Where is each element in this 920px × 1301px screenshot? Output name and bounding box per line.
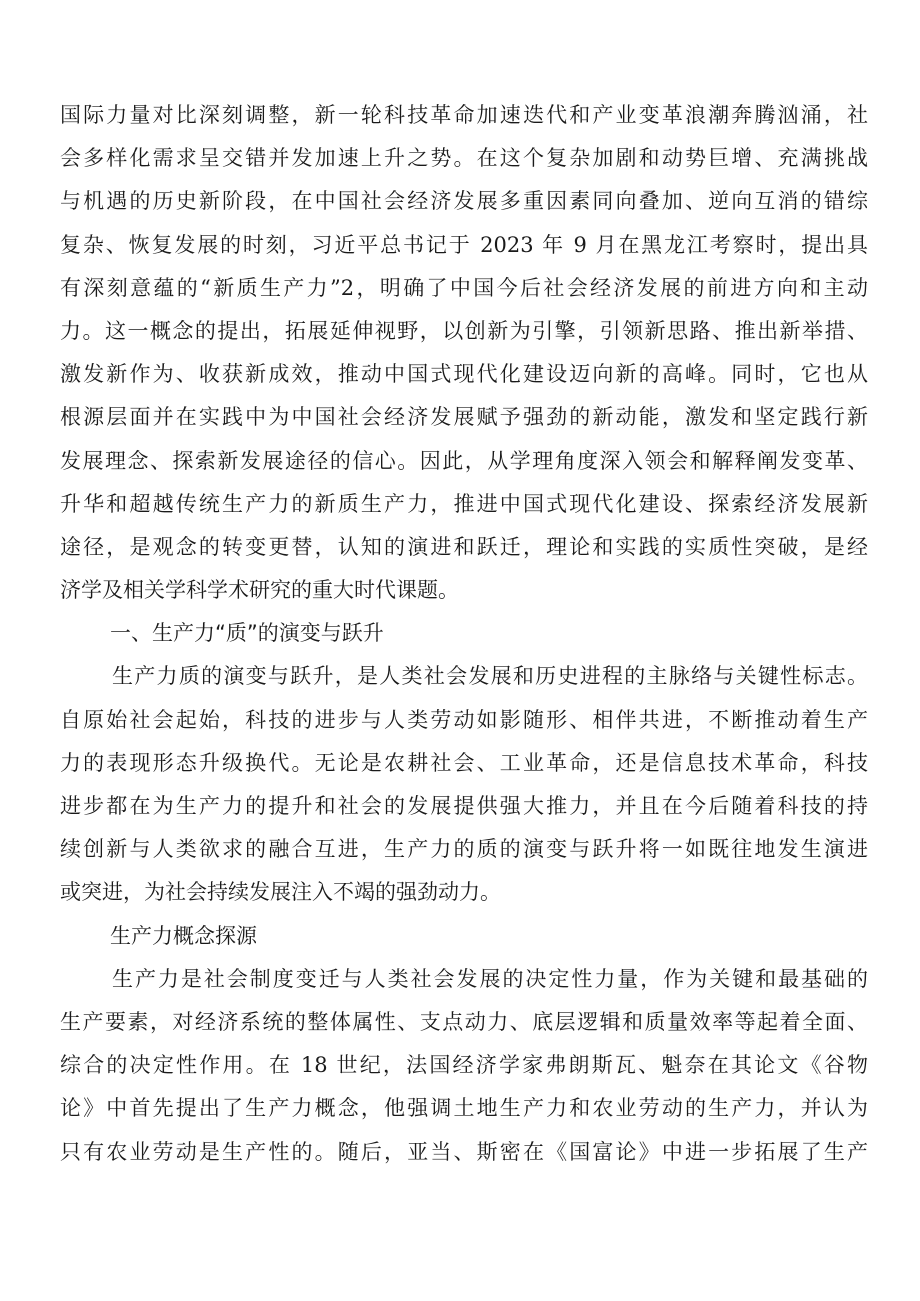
- section-heading-1: 一、生产力“质”的演变与跃升: [110, 621, 384, 646]
- text-line: 根源层面并在实践中为中国社会经济发展赋予强劲的新动能，激发和坚定践行新: [60, 405, 868, 430]
- text-line: 综合的决定性作用。在 18 世纪，法国经济学家弗朗斯瓦、魁奈在其论文《谷物: [60, 1053, 868, 1078]
- text-line: 或突进，为社会持续发展注入不竭的强劲动力。: [60, 880, 501, 905]
- text-line: 途径，是观念的转变更替，认知的演进和跃迁，理论和实践的实质性突破，是经: [60, 534, 868, 559]
- text-line: 自原始社会起始，科技的进步与人类劳动如影随形、相伴共进，不断推动着生产: [60, 707, 868, 732]
- text-line: 生产力是社会制度变迁与人类社会发展的决定性力量，作为关键和最基础的: [112, 966, 868, 991]
- text-line: 升华和超越传统生产力的新质生产力，推进中国式现代化建设、探索经济发展新: [60, 491, 868, 516]
- intro-paragraph: [60, 94, 868, 612]
- text-line: 只有农业劳动是生产性的。随后，亚当、斯密在《国富论》中进一步拓展了生产: [60, 1139, 868, 1164]
- text-line: 进步都在为生产力的提升和社会的发展提供强大推力，并且在今后随着科技的持: [60, 794, 868, 818]
- subsection-paragraph: [60, 958, 868, 1174]
- text-line: 生产力质的演变与跃升，是人类社会发展和历史进程的主脉络与关键性标志。: [112, 664, 868, 689]
- text-line: 续创新与人类欲求的融合互进，生产力的质的演变与跃升将一如既往地发生演进: [60, 837, 868, 862]
- text-line: 力。这一概念的提出，拓展延伸视野，以创新为引擎，引领新思路、推出新举措、: [60, 318, 868, 343]
- subsection-heading: 生产力概念探源: [110, 923, 257, 948]
- text-line: 激发新作为、收获新成效，推动中国式现代化建设迈向新的高峰。同时，它也从: [60, 362, 868, 387]
- text-line: 力的表现形态升级换代。无论是农耕社会、工业革命，还是信息技术革命，科技: [60, 750, 868, 775]
- text-line: 国际力量对比深刻调整，新一轮科技革命加速迭代和产业变革浪潮奔腾汹涌，社: [60, 103, 868, 127]
- section-1-paragraph: [60, 655, 868, 914]
- text-line: 会多样化需求呈交错并发加速上升之势。在这个复杂加剧和动势巨增、充满挑战: [60, 146, 868, 171]
- text-line: 论》中首先提出了生产力概念，他强调土地生产力和农业劳动的生产力，并认为: [60, 1096, 868, 1121]
- text-line: 济学及相关学科学术研究的重大时代课题。: [60, 578, 459, 603]
- text-line: 生产要素，对经济系统的整体属性、支点动力、底层逻辑和质量效率等起着全面、: [60, 1009, 868, 1034]
- text-line: 有深刻意蕴的“新质生产力”2，明确了中国今后社会经济发展的前进方向和主动: [60, 275, 868, 300]
- text-line: 与机遇的历史新阶段，在中国社会经济发展多重因素同向叠加、逆向互消的错综: [60, 189, 868, 214]
- text-line: 发展理念、探索新发展途径的信心。因此，从学理角度深入领会和解释阐发变革、: [60, 448, 868, 473]
- document-page: [60, 94, 868, 1174]
- text-line: 复杂、恢复发展的时刻，习近平总书记于 2023 年 9 月在黑龙江考察时，提出具: [60, 232, 868, 257]
